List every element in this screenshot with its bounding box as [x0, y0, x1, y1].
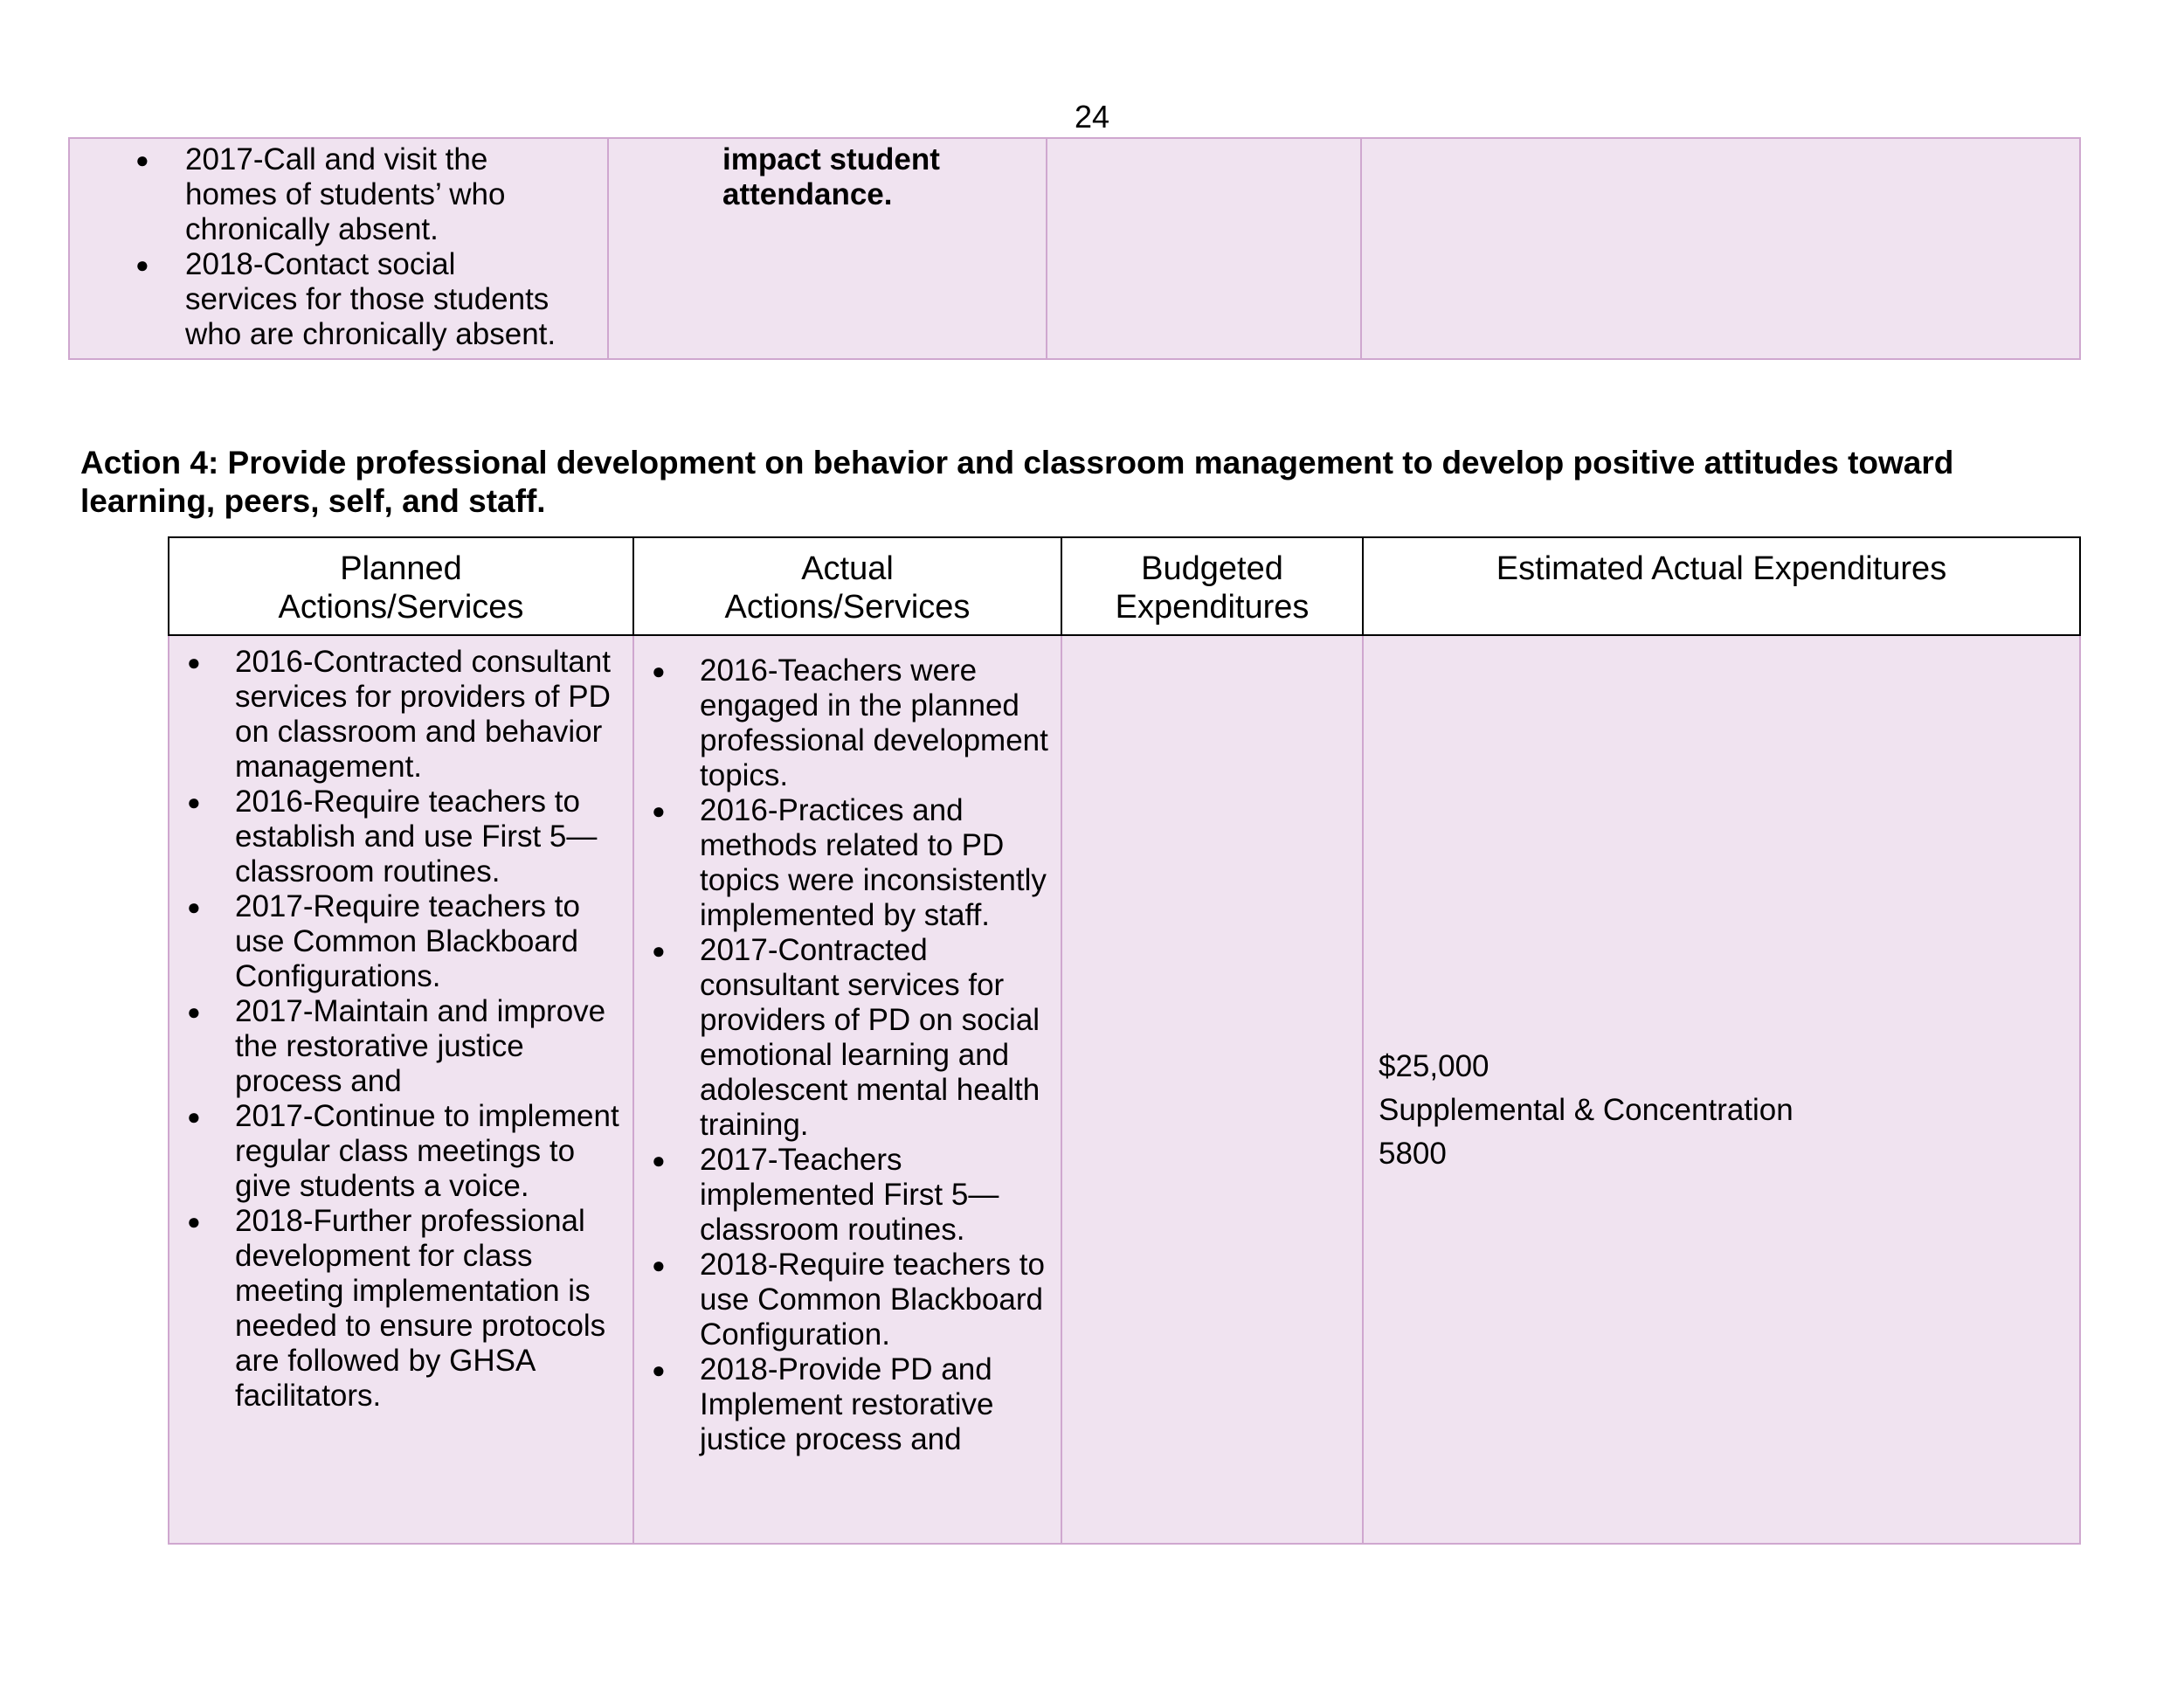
expenditure-source: Supplemental & Concentration	[1379, 1093, 1794, 1127]
list-item	[169, 994, 632, 1099]
header-planned: Planned Actions/Services	[169, 537, 633, 635]
header-estimated: Estimated Actual Expenditures	[1363, 537, 2080, 635]
list-item-text: 2018-Further professional development for class meeting implementation is needed to ensure protocols are followed by GHSA facilitators.	[235, 1204, 606, 1413]
list-item	[169, 785, 632, 889]
table-row	[169, 635, 2080, 1544]
table-row	[69, 138, 2080, 359]
bullet-icon: ●	[652, 937, 666, 964]
actual-list	[634, 653, 1061, 1457]
list-item	[70, 142, 561, 247]
list-item-text: 2017-Continue to implement regular class meetings to give students a voice.	[235, 1099, 619, 1203]
list-item	[634, 1248, 1061, 1352]
bullet-icon: ●	[652, 658, 666, 684]
bullet-icon: ●	[187, 1208, 201, 1234]
bullet-icon: ●	[187, 1103, 201, 1130]
bullet-icon: ●	[187, 894, 201, 920]
planned-cell	[69, 138, 608, 359]
list-item-text: 2016-Teachers were engaged in the planned professional development topics.	[700, 653, 1048, 792]
actual-cell	[608, 138, 1047, 359]
planned-list	[169, 645, 632, 1414]
planned-cell	[169, 635, 633, 1544]
list-item-text: 2017-Require teachers to use Common Blackboard Configurations.	[235, 889, 580, 993]
budgeted-cell	[1047, 138, 1361, 359]
bullet-icon: ●	[135, 252, 149, 278]
estimated-cell	[1361, 138, 2080, 359]
action-heading: Action 4: Provide professional development on behavior and classroom management to develop positive attitudes toward learning, peers, self, and staff.	[80, 445, 1954, 519]
list-item-text: 2017-Call and visit the homes of students’ who chronically absent.	[185, 142, 506, 246]
bullet-icon: ●	[187, 999, 201, 1025]
bullet-icon: ●	[652, 1252, 666, 1278]
header-budgeted: Budgeted Expenditures	[1061, 537, 1363, 635]
bullet-icon: ●	[652, 1357, 666, 1383]
bullet-icon: ●	[187, 789, 201, 815]
table-header-row	[169, 537, 2080, 635]
actual-text: impact student attendance.	[722, 142, 940, 211]
bullet-icon: ●	[187, 649, 201, 675]
header-actual: Actual Actions/Services	[633, 537, 1061, 635]
list-item-text: 2018-Contact social services for those students who are chronically absent.	[185, 247, 556, 351]
budgeted-cell	[1061, 635, 1363, 1544]
list-item	[634, 793, 1061, 933]
list-item	[70, 247, 561, 352]
list-item-text: 2017-Maintain and improve the restorative justice process and	[235, 994, 606, 1098]
list-item-text: 2016-Require teachers to establish and use First 5—classroom routines.	[235, 785, 598, 888]
page-number: 24	[1074, 99, 1110, 135]
bullet-icon: ●	[652, 798, 666, 824]
list-item	[634, 1143, 1061, 1248]
list-item	[169, 889, 632, 994]
list-item-text: 2018-Provide PD and Implement restorative justice process and	[700, 1352, 994, 1456]
list-item	[634, 653, 1061, 793]
expenditure-amount: $25,000	[1379, 1049, 1489, 1083]
continuation-table	[68, 137, 2081, 360]
list-item	[634, 933, 1061, 1143]
bullet-icon: ●	[135, 147, 149, 173]
list-item-text: 2016-Practices and methods related to PD topics were inconsistently implemented by staff.	[700, 793, 1047, 932]
list-item	[634, 1352, 1061, 1457]
list-item-text: 2016-Contracted consultant services for providers of PD on classroom and behavior management.	[235, 645, 611, 784]
expenditure-code: 5800	[1379, 1137, 1447, 1171]
list-item	[169, 1204, 632, 1414]
actual-cell	[633, 635, 1061, 1544]
action-table	[168, 536, 2081, 1545]
estimated-cell	[1363, 635, 2080, 1544]
list-item-text: 2017-Contracted consultant services for providers of PD on social emotional learning and adolescent mental health training.	[700, 933, 1040, 1142]
list-item-text: 2017-Teachers implemented First 5—classroom routines.	[700, 1143, 999, 1247]
list-item	[169, 1099, 632, 1204]
list-item-text: 2018-Require teachers to use Common Blackboard Configuration.	[700, 1248, 1045, 1352]
list-item	[169, 645, 632, 785]
bullet-icon: ●	[652, 1147, 666, 1173]
planned-list	[70, 142, 607, 352]
